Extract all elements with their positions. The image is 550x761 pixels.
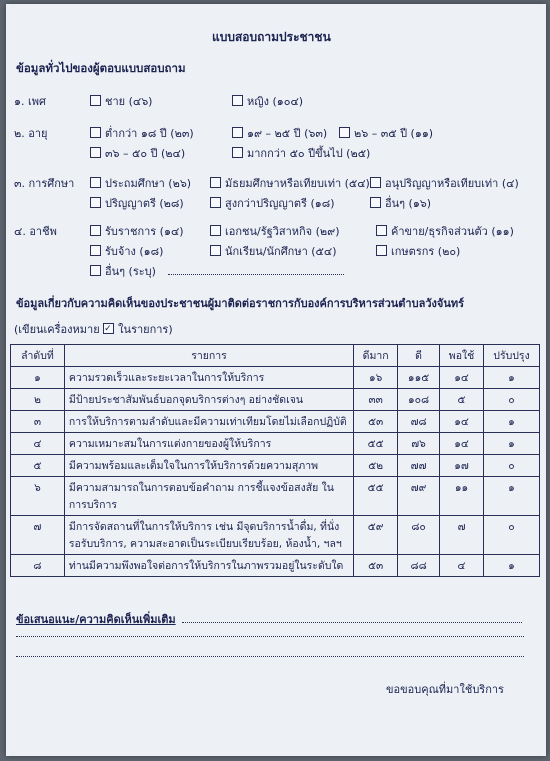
table-row bbox=[11, 455, 540, 477]
form-title: แบบสอบถามประชาชน bbox=[212, 30, 331, 44]
instruction: (เขียนเครื่องหมาย ✓ ในรายการ) bbox=[14, 320, 173, 338]
count-good: ๑๐๘ bbox=[398, 389, 440, 411]
option-edu-diploma[interactable]: อนุปริญญาหรือเทียบเท่า (๔) bbox=[370, 174, 519, 192]
count-fair: ๑๗ bbox=[440, 455, 484, 477]
option-edu-other[interactable]: อื่นๆ (๑๖) bbox=[370, 194, 431, 212]
header-excellent: ดีมาก bbox=[354, 345, 398, 367]
count-good: ๗๗ bbox=[398, 455, 440, 477]
checkbox-icon[interactable] bbox=[210, 225, 221, 236]
checkbox-icon[interactable] bbox=[90, 225, 101, 236]
count-improve: ๑ bbox=[484, 433, 540, 455]
count-improve: ๑ bbox=[484, 367, 540, 389]
row-item: ความเหมาะสมในการแต่งกายของผู้ให้บริการ bbox=[64, 433, 353, 455]
q2-label: ๒. อายุ bbox=[14, 127, 48, 140]
option-edu-primary[interactable]: ประถมศึกษา (๒๖) bbox=[90, 174, 191, 192]
q4-label: ๔. อาชีพ bbox=[14, 225, 57, 238]
option-edu-secondary[interactable]: มัธยมศึกษาหรือเทียบเท่า (๕๔) bbox=[210, 174, 370, 192]
thank-you-note: ขอขอบคุณที่มาใช้บริการ bbox=[386, 683, 504, 696]
row-number: ๒ bbox=[11, 389, 65, 411]
count-excellent: ๕๓ bbox=[354, 555, 398, 577]
suggestion-label: ข้อเสนอแนะ/ความคิดเห็นเพิ่มเติม bbox=[16, 613, 176, 626]
count-excellent: ๕๙ bbox=[354, 516, 398, 555]
header-good: ดี bbox=[398, 345, 440, 367]
q3-label: ๓. การศึกษา bbox=[14, 177, 75, 190]
count-fair: ๑๔ bbox=[440, 411, 484, 433]
count-improve: ๐ bbox=[484, 516, 540, 555]
checkbox-icon[interactable] bbox=[232, 127, 243, 138]
table-row bbox=[11, 411, 540, 433]
section1-heading: ข้อมูลทั่วไปของผู้ตอบแบบสอบถาม bbox=[16, 61, 186, 75]
option-age-over50[interactable]: มากกว่า ๕๐ ปีขึ้นไป (๒๕) bbox=[232, 144, 370, 162]
count-fair: ๑๔ bbox=[440, 433, 484, 455]
count-excellent: ๕๕ bbox=[354, 477, 398, 516]
option-age-36-50[interactable]: ๓๖ – ๕๐ ปี (๒๔) bbox=[90, 144, 185, 162]
option-job-private[interactable]: เอกชน/รัฐวิสาหกิจ (๒๙) bbox=[210, 222, 340, 240]
row-item: มีความสามารถในการตอบข้อคำถาม การชี้แจงข้อสงสัย ในการบริการ bbox=[64, 477, 353, 516]
checkbox-icon[interactable] bbox=[232, 147, 243, 158]
checkbox-icon[interactable] bbox=[210, 177, 221, 188]
count-good: ๗๖ bbox=[398, 433, 440, 455]
option-male[interactable]: ชาย (๔๖) bbox=[90, 92, 152, 110]
satisfaction-table bbox=[10, 344, 540, 577]
row-item: มีการจัดสถานที่ในการให้บริการ เช่น มีจุดบริการน้ำดื่ม, ที่นั่งรอรับบริการ, ความสะอาดเป็นระเบียบเรียบร้อย, ห้องน้ำ, ฯลฯ bbox=[64, 516, 353, 555]
table-row bbox=[11, 555, 540, 577]
checkbox-icon[interactable] bbox=[90, 95, 101, 106]
option-edu-bachelor[interactable]: ปริญญาตรี (๒๘) bbox=[90, 194, 184, 212]
questionnaire-page bbox=[6, 4, 546, 756]
header-fair: พอใช้ bbox=[440, 345, 484, 367]
count-excellent: ๕๒ bbox=[354, 455, 398, 477]
row-number: ๖ bbox=[11, 477, 65, 516]
row-item: มีป้ายประชาสัมพันธ์บอกจุดบริการต่างๆ อย่างชัดเจน bbox=[64, 389, 353, 411]
option-job-other[interactable]: อื่นๆ (ระบุ) bbox=[90, 262, 156, 280]
suggestion-line-1[interactable] bbox=[182, 622, 522, 623]
option-age-26-35[interactable]: ๒๖ – ๓๕ ปี (๑๑) bbox=[339, 124, 433, 142]
checkbox-icon[interactable] bbox=[90, 245, 101, 256]
option-job-government[interactable]: รับราชการ (๑๔) bbox=[90, 222, 184, 240]
count-excellent: ๕๕ bbox=[354, 433, 398, 455]
option-age-19-25[interactable]: ๑๙ – ๒๕ ปี (๖๓) bbox=[232, 124, 327, 142]
checkbox-icon[interactable] bbox=[370, 177, 381, 188]
count-improve: ๐ bbox=[484, 389, 540, 411]
row-item: ท่านมีความพึงพอใจต่อการให้บริการในภาพรวมอยู่ในระดับใด bbox=[64, 555, 353, 577]
row-item: ความรวดเร็วและระยะเวลาในการให้บริการ bbox=[64, 367, 353, 389]
checkbox-icon[interactable] bbox=[232, 95, 243, 106]
count-excellent: ๕๓ bbox=[354, 411, 398, 433]
count-fair: ๔ bbox=[440, 555, 484, 577]
count-excellent: ๓๓ bbox=[354, 389, 398, 411]
table-row bbox=[11, 516, 540, 555]
checkbox-icon[interactable] bbox=[90, 147, 101, 158]
checkbox-icon[interactable] bbox=[210, 197, 221, 208]
checkbox-icon[interactable] bbox=[90, 197, 101, 208]
option-age-under18[interactable]: ต่ำกว่า ๑๘ ปี (๒๓) bbox=[90, 124, 194, 142]
checkbox-icon[interactable] bbox=[90, 177, 101, 188]
count-improve: ๑ bbox=[484, 555, 540, 577]
other-job-fill-line[interactable] bbox=[168, 274, 344, 275]
option-edu-higher[interactable]: สูงกว่าปริญญาตรี (๑๘) bbox=[210, 194, 335, 212]
checkbox-icon[interactable] bbox=[90, 127, 101, 138]
q1-label: ๑. เพศ bbox=[14, 95, 46, 108]
suggestion-line-3[interactable] bbox=[16, 656, 524, 657]
count-fair: ๕ bbox=[440, 389, 484, 411]
checkbox-icon[interactable] bbox=[370, 197, 381, 208]
count-fair: ๗ bbox=[440, 516, 484, 555]
option-job-student[interactable]: นักเรียน/นักศึกษา (๕๔) bbox=[210, 242, 337, 260]
count-good: ๘๐ bbox=[398, 516, 440, 555]
count-improve: ๑ bbox=[484, 411, 540, 433]
checkbox-icon[interactable] bbox=[339, 127, 350, 138]
table-row bbox=[11, 367, 540, 389]
section2-heading: ข้อมูลเกี่ยวกับความคิดเห็นของประชาชนผู้มาติดต่อราชการกับองค์การบริหารส่วนตำบลวังจันทร์ bbox=[16, 297, 465, 310]
checkbox-icon[interactable] bbox=[376, 225, 387, 236]
count-good: ๘๘ bbox=[398, 555, 440, 577]
checkbox-icon[interactable] bbox=[210, 245, 221, 256]
row-item: มีความพร้อมและเต็มใจในการให้บริการด้วยความสุภาพ bbox=[64, 455, 353, 477]
count-improve: ๑ bbox=[484, 477, 540, 516]
count-improve: ๐ bbox=[484, 455, 540, 477]
suggestion-line-2[interactable] bbox=[16, 636, 524, 637]
count-fair: ๑๔ bbox=[440, 367, 484, 389]
row-number: ๑ bbox=[11, 367, 65, 389]
checkbox-icon[interactable] bbox=[376, 245, 387, 256]
option-female[interactable]: หญิง (๑๐๔) bbox=[232, 92, 303, 110]
row-number: ๔ bbox=[11, 433, 65, 455]
table-row bbox=[11, 433, 540, 455]
table-header-row bbox=[11, 345, 540, 367]
row-number: ๓ bbox=[11, 411, 65, 433]
option-job-employee[interactable]: รับจ้าง (๑๘) bbox=[90, 242, 163, 260]
checkbox-icon[interactable] bbox=[90, 265, 101, 276]
count-good: ๗๘ bbox=[398, 411, 440, 433]
count-fair: ๑๑ bbox=[440, 477, 484, 516]
checkmark-icon bbox=[103, 323, 114, 334]
header-no: ลำดับที่ bbox=[11, 345, 65, 367]
table-row bbox=[11, 389, 540, 411]
header-item: รายการ bbox=[64, 345, 353, 367]
row-number: ๗ bbox=[11, 516, 65, 555]
row-item: การให้บริการตามลำดับและมีความเท่าเทียมโดยไม่เลือกปฏิบัติ bbox=[64, 411, 353, 433]
header-improve: ปรับปรุง bbox=[484, 345, 540, 367]
row-number: ๕ bbox=[11, 455, 65, 477]
count-good: ๗๙ bbox=[398, 477, 440, 516]
count-excellent: ๑๖ bbox=[354, 367, 398, 389]
option-job-farmer[interactable]: เกษตรกร (๒๐) bbox=[376, 242, 460, 260]
table-row bbox=[11, 477, 540, 516]
option-job-trade[interactable]: ค้าขาย/ธุรกิจส่วนตัว (๑๑) bbox=[376, 222, 514, 240]
row-number: ๘ bbox=[11, 555, 65, 577]
count-good: ๑๑๕ bbox=[398, 367, 440, 389]
